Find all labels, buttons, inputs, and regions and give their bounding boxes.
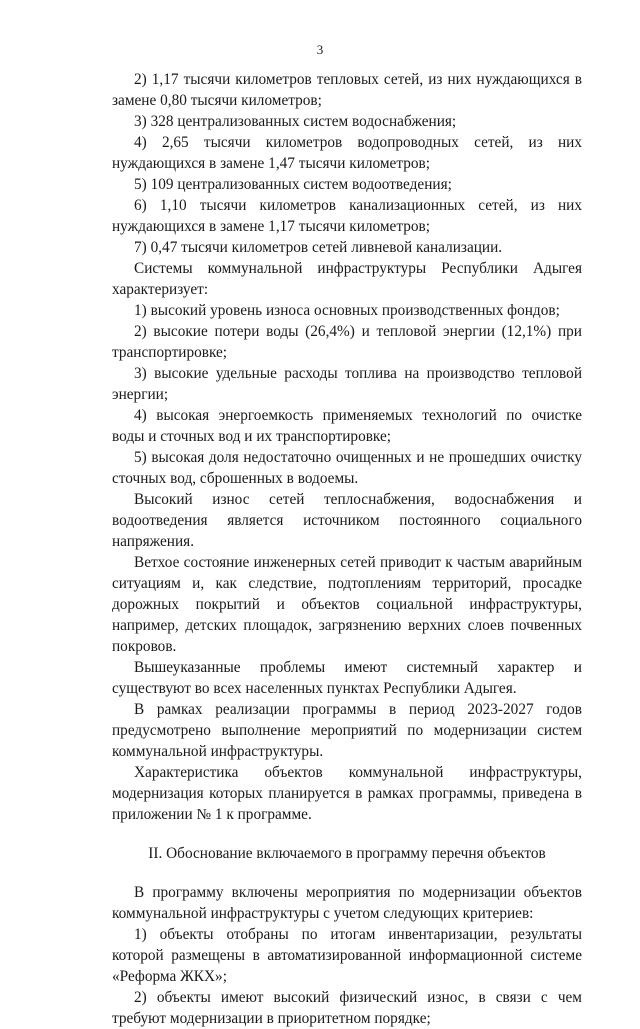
paragraph: Характеристика объектов коммунальной инфраструктуры, модернизация которых планируется в рамках программы, приведена в приложении № 1 к программе. (112, 764, 582, 823)
paragraph: 4) высокая энергоемкость применяемых технологий по очистке воды и сточных вод и их транспортировке; (112, 407, 582, 445)
spacer (112, 864, 582, 882)
paragraph: В рамках реализации программы в период 2023-2027 годов предусмотрено выполнение мероприятий по модернизации систем коммунальной инфраструктуры. (112, 701, 582, 760)
paragraph: 2) объекты имеют высокий физический износ, в связи с чем требуют модернизации в приоритетном порядке; (112, 989, 582, 1027)
document-body (112, 69, 582, 1029)
paragraph: В программу включены мероприятия по модернизации объектов коммунальной инфраструктуры с учетом следующих критериев: (112, 884, 582, 922)
spacer (112, 825, 582, 843)
paragraph: 6) 1,10 тысячи километров канализационных сетей, из них нуждающихся в замене 1,17 тысячи километров; (112, 197, 582, 235)
paragraph: 2) высокие потери воды (26,4%) и тепловой энергии (12,1%) при транспортировке; (112, 323, 582, 361)
paragraph: 3) 328 централизованных систем водоснабжения; (134, 113, 457, 130)
paragraph: 3) высокие удельные расходы топлива на производство тепловой энергии; (112, 365, 582, 403)
page-number: 3 (316, 42, 324, 57)
paragraph: 1) высокий уровень износа основных производственных фондов; (134, 302, 560, 319)
section-heading: II. Обоснование включаемого в программу перечня объектов (148, 845, 546, 862)
paragraph: 2) 1,17 тысячи километров тепловых сетей, из них нуждающихся в замене 0,80 тысячи километров; (112, 71, 582, 109)
paragraph: 1) объекты отобраны по итогам инвентаризации, результаты которой размещены в автоматизированной информационной системе «Реформа ЖКХ»; (112, 926, 582, 985)
paragraph: 4) 2,65 тысячи километров водопроводных сетей, из них нуждающихся в замене 1,47 тысячи километров; (112, 134, 582, 172)
paragraph: 5) 109 централизованных систем водоотведения; (134, 176, 452, 193)
paragraph: Системы коммунальной инфраструктуры Республики Адыгея характеризует: (112, 260, 582, 298)
paragraph: Высокий износ сетей теплоснабжения, водоснабжения и водоотведения является источником постоянного социального напряжения. (112, 491, 582, 550)
paragraph: 7) 0,47 тысячи километров сетей ливневой канализации. (134, 239, 503, 256)
paragraph: Ветхое состояние инженерных сетей приводит к частым аварийным ситуациям и, как следствие, подтоплениям территорий, просадке дорожных покрытий и объектов социальной инфраструктуры, например, детских площадок, загрязнению верхних слоев почвенных покровов. (112, 554, 582, 655)
paragraph: 5) высокая доля недостаточно очищенных и не прошедших очистку сточных вод, сброшенных в водоемы. (112, 449, 582, 487)
paragraph: Вышеуказанные проблемы имеют системный характер и существуют во всех населенных пунктах Республики Адыгея. (112, 659, 582, 697)
